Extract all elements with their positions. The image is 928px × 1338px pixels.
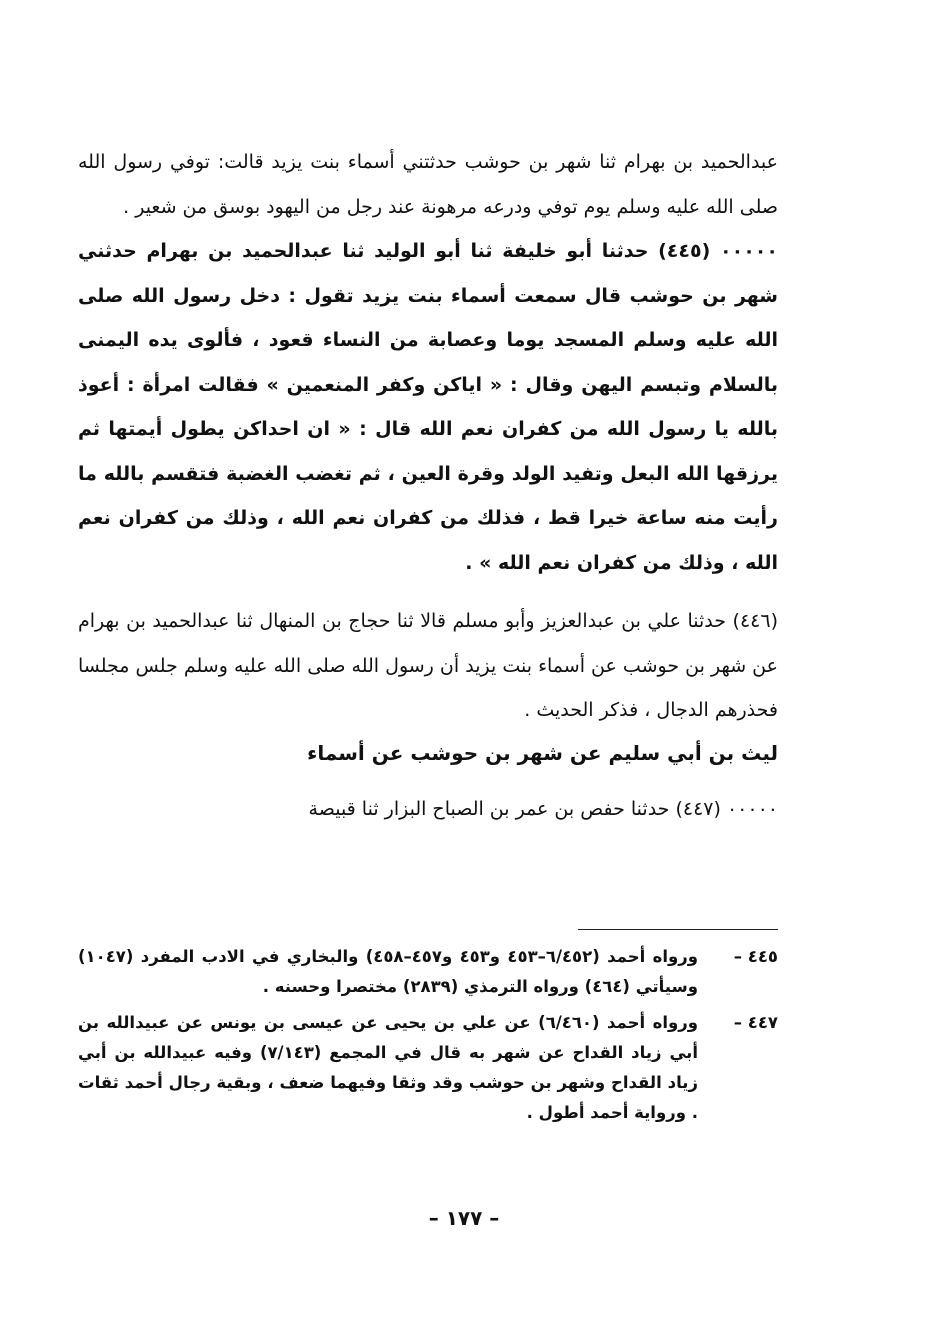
- main-text: [78, 140, 778, 831]
- section-heading: ليث بن أبي سليم عن شهر بن حوشب عن أسماء: [307, 740, 778, 765]
- footnotes: [78, 942, 778, 1134]
- footnote-text: ورواه أحمد (٦/٤٥٢–٤٥٣ و٤٥٣ و٤٥٧–٤٥٨) والبخاري في الادب المفرد (١٠٤٧) وسيأتي (٤٦٤) ورواه الترمذي (٢٨٣٩) مختصرا وحسنه .: [78, 947, 698, 996]
- footnote-447: [78, 1008, 778, 1128]
- paragraph-hadith-446: (٤٤٦) حدثنا علي بن عبدالعزيز وأبو مسلم قالا ثنا حجاج بن المنهال ثنا عبدالحميد بن بهرام عن شهر بن حوشب عن أسماء بنت يزيد أن رسول الله صلى الله عليه وسلم جلس مجلسا فحذرهم الدجال ، فذكر الحديث .: [78, 610, 778, 721]
- footnote-separator: [578, 929, 778, 930]
- paragraph-hadith-447: ٠٠٠٠٠ (٤٤٧) حدثنا حفص بن عمر بن الصباح البزار ثنا قبيصة: [308, 797, 778, 820]
- paragraph-continuation: عبدالحميد بن بهرام ثنا شهر بن حوشب حدثتني أسماء بنت يزيد قالت: توفي رسول الله صلى الله عليه وسلم يوم توفي ودرعه مرهونة عند رجل من اليهود بوسق من شعير .: [78, 151, 778, 218]
- paragraph-hadith-445: ٠٠٠٠٠ (٤٤٥) حدثنا أبو خليفة ثنا أبو الوليد ثنا عبدالحميد بن بهرام حدثني شهر بن حوشب قال سمعت أسماء بنت يزيد تقول : دخل رسول الله صلى الله عليه وسلم المسجد يوما وعصابة من النساء قعود ، فألوى يده اليمنى بالسلام وتبسم اليهن وقال : « اياكن وكفر المنعمين » فقالت امرأة : أعوذ بالله يا رسول الله من كفران نعم الله قال : « ان احداكن يطول أيمتها ثم يرزقها الله البعل وتفيد الولد وقرة العين ، ثم تغضب الغضبة فتقسم بالله ما رأيت منه ساعة خيرا قط ، فذلك من كفران نعم الله ، وذلك من كفران نعم الله ، وذلك من كفران نعم الله » .: [78, 240, 778, 574]
- footnote-number: ٤٤٥ –: [733, 947, 778, 966]
- page-number: – ١٧٧ –: [428, 1206, 500, 1230]
- footnote-number: ٤٤٧ –: [733, 1013, 778, 1032]
- footnote-text: ورواه أحمد (٦/٤٦٠) عن علي بن يحيى عن عيسى بن يونس عن عبيدالله بن أبي زياد القداح عن شهر به قال في المجمع (٧/١٤٣) وفيه عبيدالله بن أبي زياد القداح وشهر بن حوشب وقد وثقا وفيهما ضعف ، وبقية رجال أحمد ثقات . ورواية أحمد أطول .: [78, 1013, 699, 1122]
- footnote-445: [78, 942, 778, 1002]
